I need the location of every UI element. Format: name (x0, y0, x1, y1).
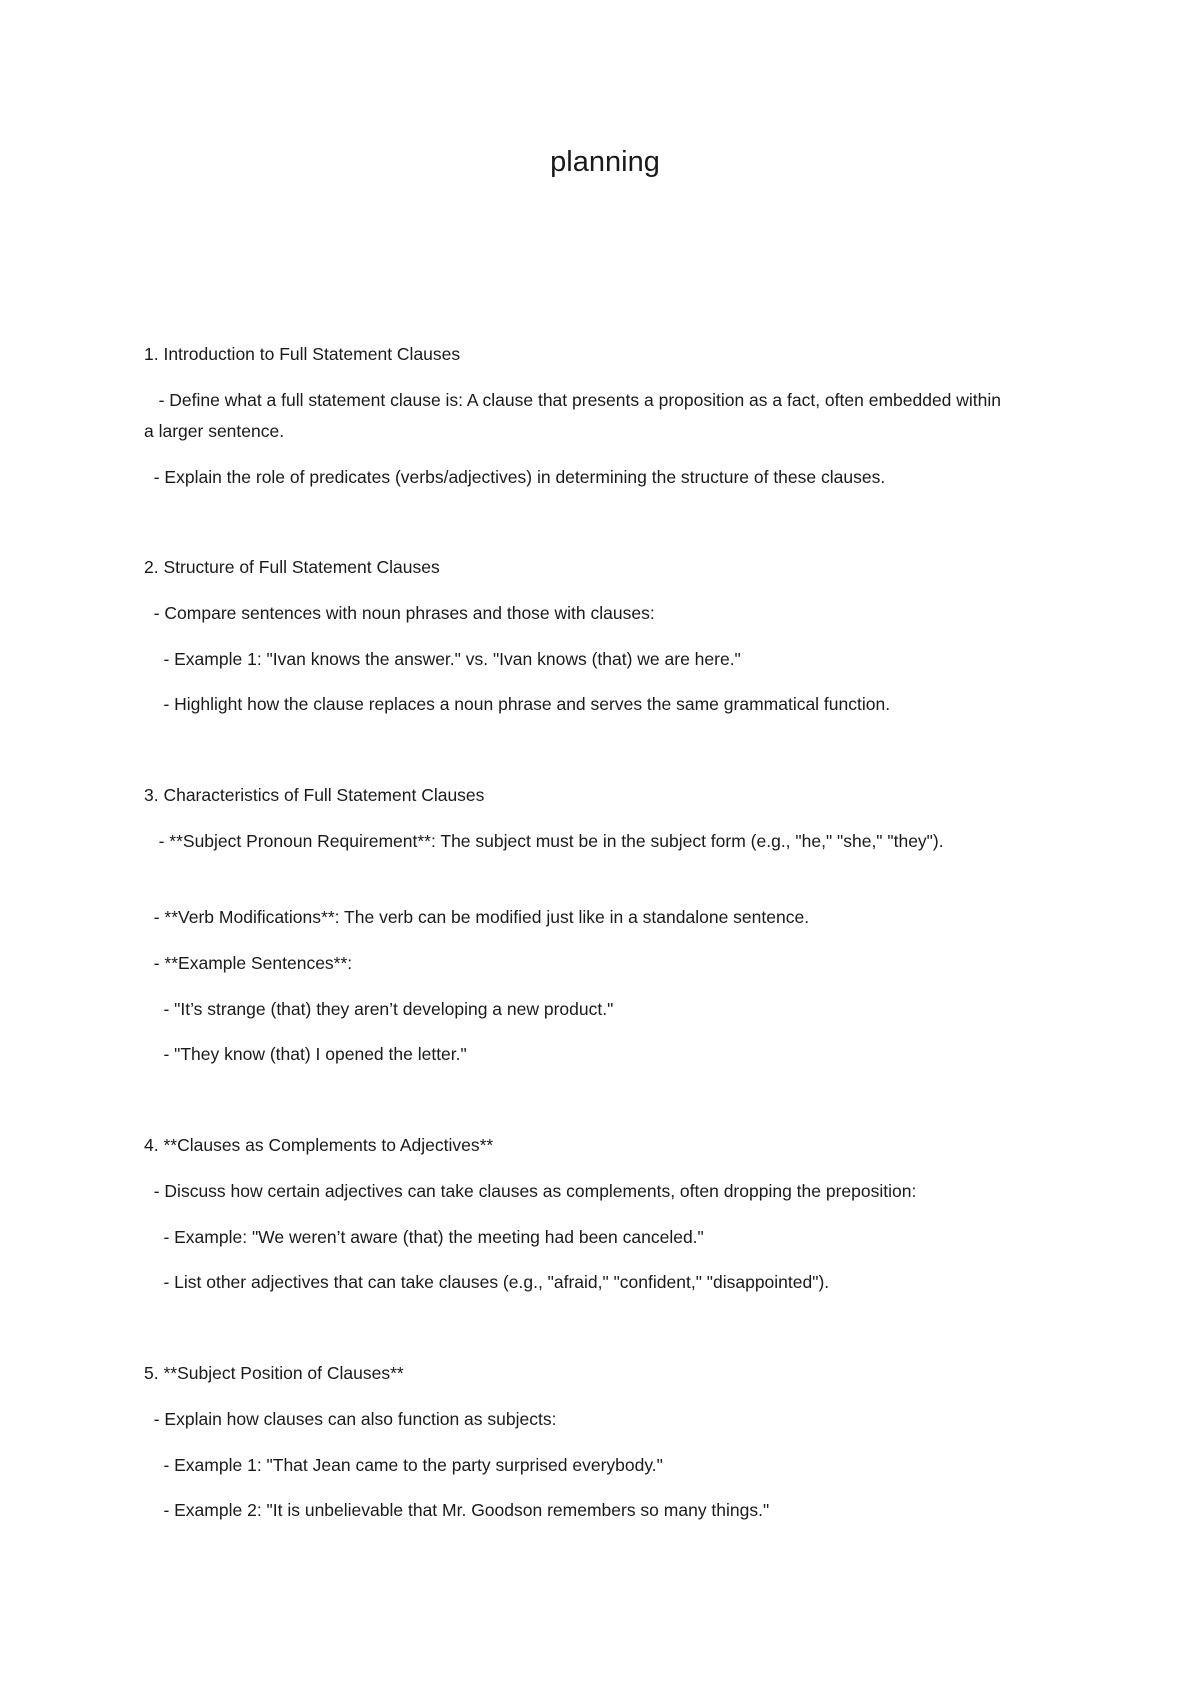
bullet-example-sentences: - **Example Sentences**: (144, 953, 353, 973)
bullet-list-adjectives: - List other adjectives that can take clauses (e.g., "afraid," "confident," "disappointed"). (144, 1272, 830, 1292)
bullet-example-ivan: - Example 1: "Ivan knows the answer." vs. "Ivan knows (that) we are here." (144, 649, 741, 669)
bullet-define-clause: - Define what a full statement clause is: A clause that presents a proposition as a fact, often embedded within a larger sentence. (144, 390, 1006, 441)
bullet-explain-subjects: - Explain how clauses can also function as subjects: (144, 1409, 557, 1429)
bullet-explain-predicates: - Explain the role of predicates (verbs/adjectives) in determining the structure of these clauses. (144, 467, 886, 487)
bullet-example-jean: - Example 1: "That Jean came to the party surprised everybody." (144, 1455, 663, 1475)
bullet-example-aware: - Example: "We weren’t aware (that) the meeting had been canceled." (144, 1227, 704, 1247)
bullet-verb-modifications: - **Verb Modifications**: The verb can be modified just like in a standalone sentence. (144, 907, 810, 927)
section-heading-2: 2. Structure of Full Statement Clauses (144, 557, 440, 577)
section-heading-5: 5. **Subject Position of Clauses** (144, 1363, 404, 1383)
bullet-discuss-adjectives: - Discuss how certain adjectives can take clauses as complements, often dropping the preposition: (144, 1181, 917, 1201)
bullet-highlight-clause: - Highlight how the clause replaces a noun phrase and serves the same grammatical function. (144, 694, 891, 714)
bullet-example-goodson: - Example 2: "It is unbelievable that Mr. Goodson remembers so many things." (144, 1500, 770, 1520)
bullet-compare-sentences: - Compare sentences with noun phrases and those with clauses: (144, 603, 655, 623)
bullet-subject-pronoun: - **Subject Pronoun Requirement**: The subject must be in the subject form (e.g., "he," "she," "they"). (144, 831, 944, 851)
bullet-example-letter: - "They know (that) I opened the letter." (144, 1044, 467, 1064)
page-title: planning (550, 146, 660, 178)
section-heading-1: 1. Introduction to Full Statement Clauses (144, 344, 461, 364)
section-heading-4: 4. **Clauses as Complements to Adjectives** (144, 1135, 494, 1155)
bullet-example-strange: - "It’s strange (that) they aren’t developing a new product." (144, 999, 614, 1019)
section-heading-3: 3. Characteristics of Full Statement Clauses (144, 785, 485, 805)
